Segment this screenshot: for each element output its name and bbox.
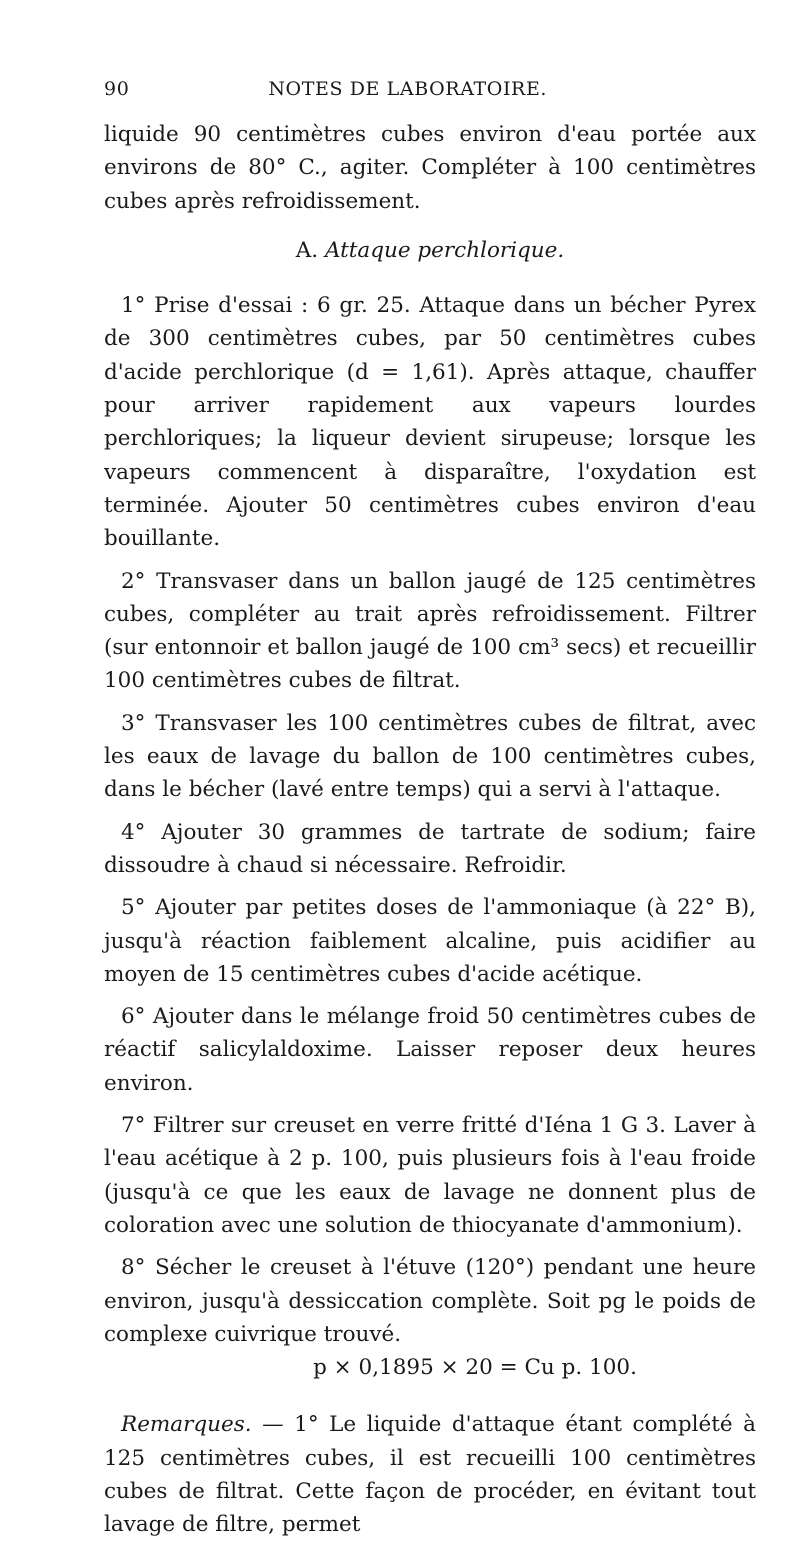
remarks-label: Remarques. <box>121 1412 252 1438</box>
running-title: NOTES DE LABORATOIRE. <box>268 78 548 100</box>
page <box>104 78 756 1542</box>
step-paragraph: 2° Transvaser dans un ballon jaugé de 125 centimètres cubes, compléter au trait après refroidissement. Filtrer (sur entonnoir et ballon jaugé de 100 cm³ secs) et recueillir 100 centimètres cubes de filtrat. <box>104 568 756 694</box>
step-paragraph: 6° Ajouter dans le mélange froid 50 centimètres cubes de réactif salicylaldoxime. Laisser reposer deux heures environ. <box>104 1004 756 1096</box>
step-paragraph: 3° Transvaser les 100 centimètres cubes de filtrat, avec les eaux de lavage du ballon de 100 centimètres cubes, dans le bécher (lavé entre temps) qui a servi à l'attaque. <box>104 710 756 803</box>
step-paragraph: 5° Ajouter par petites doses de l'ammoniaque (à 22° B), jusqu'à réaction faiblement alcaline, puis acidifier au moyen de 15 centimètres cubes d'acide acétique. <box>104 895 756 987</box>
step-paragraph: 8° Sécher le creuset à l'étuve (120°) pendant une heure environ, jusqu'à dessiccation complète. Soit pg le poids de complexe cuivrique trouvé. <box>104 1255 756 1347</box>
remarks-text: — 1° Le liquide d'attaque étant complété à 125 centimètres cubes, il est recueilli 100 centimètres cubes de filtrat. Cette façon de procéder, en évitant tout lavage de filtre, permet <box>104 1412 756 1538</box>
section-heading <box>104 234 756 267</box>
step-paragraph: 4° Ajouter 30 grammes de tartrate de sodium; faire dissoudre à chaud si nécessaire. Refroidir. <box>104 819 756 878</box>
page-number: 90 <box>104 78 130 100</box>
running-head <box>104 78 756 118</box>
step-paragraph: 7° Filtrer sur creuset en verre fritté d'Iéna 1 G 3. Laver à l'eau acétique à 2 p. 100, puis plusieurs fois à l'eau froide (jusqu'à ce que les eaux de lavage ne donnent plus de coloration avec une solution de thiocyanate d'ammonium). <box>104 1113 756 1238</box>
section-title: Attaque perchlorique. <box>325 237 565 263</box>
step-paragraph: 1° Prise d'essai : 6 gr. 25. Attaque dans un bécher Pyrex de 300 centimètres cubes, par 50 centimètres cubes d'acide perchlorique (d = 1,61). Après attaque, chauffer pour arriver rapidement aux vapeurs lourdes perchloriques; la liqueur devient sirupeuse; lorsque les vapeurs commencent à disparaître, l'oxydation est terminée. Ajouter 50 centimètres cubes environ d'eau bouillante. <box>104 293 756 552</box>
formula: p × 0,1895 × 20 = Cu p. 100. <box>313 1355 637 1381</box>
intro-paragraph: liquide 90 centimètres cubes environ d'eau portée aux environs de 80° C., agiter. Compléter à 100 centimètres cubes après refroidissement. <box>104 122 756 214</box>
section-prefix: A. <box>295 237 319 263</box>
remarks-paragraph <box>104 1408 756 1541</box>
